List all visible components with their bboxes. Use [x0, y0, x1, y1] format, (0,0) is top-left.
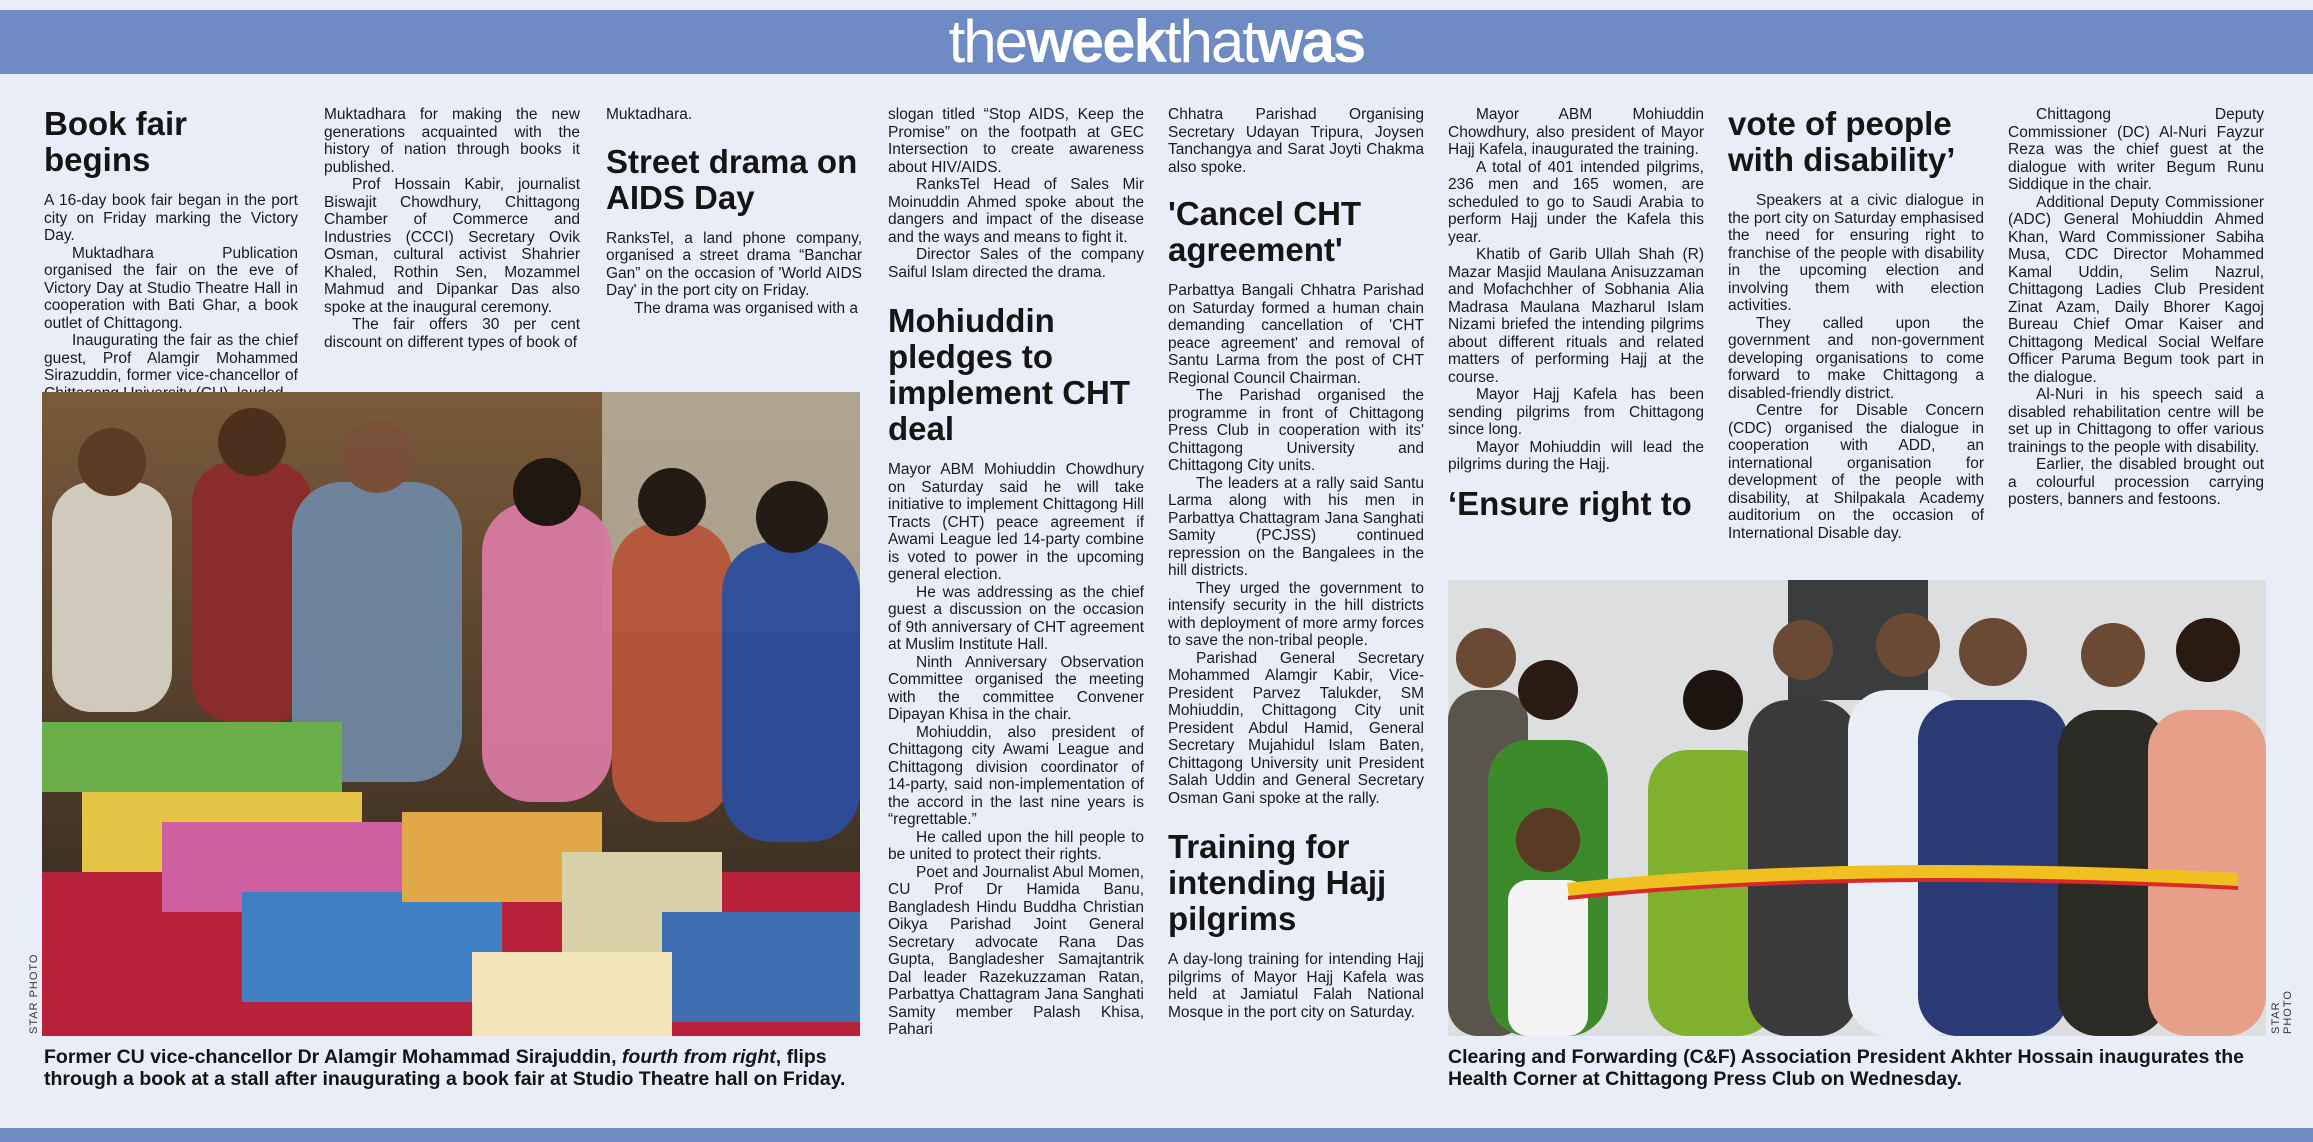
headline-cht-deal: Mohiuddin pledges to implement CHT deal	[888, 302, 1131, 447]
health-corner-caption: Clearing and Forwarding (C&F) Association President Akhter Hossain inaugurates the Health Corner at Chittagong Press Club on Wednesday.	[1448, 1046, 2245, 1090]
photo-credit: STAR PHOTO	[2270, 990, 2294, 1034]
health-corner-photo	[1448, 580, 2266, 1036]
caption-emphasis: fourth from right	[621, 1046, 776, 1068]
article-paragraph: They urged the government to intensify security in the hill districts with deployment of more army forces to save the non-tribal people.	[1168, 579, 1424, 649]
headline-disability-part2: vote of people with disability’	[1728, 105, 1956, 178]
column-5	[1168, 106, 1424, 1021]
article-paragraph: Mayor Mohiuddin will lead the pilgrims during the Hajj.	[1448, 438, 1704, 473]
article-paragraph: Mayor Hajj Kafela has been sending pilgrims from Chittagong since long.	[1448, 386, 1704, 438]
headline-book-fair: Book fair begins	[44, 105, 188, 178]
headline-cancel-cht: 'Cancel CHT agreement'	[1168, 195, 1362, 268]
footer-rule	[0, 1128, 2313, 1142]
article-paragraph: Parbattya Bangali Chhatra Parishad on Saturday formed a human chain demanding cancellation of 'CHT peace agreement' and removal of Santu Larma from the post of CHT Regional Council Chairman.	[1168, 282, 1424, 387]
article-paragraph: Director Sales of the company Saiful Islam directed the drama.	[888, 246, 1144, 281]
article-paragraph: They called upon the government and non-government developing organisations to come forward to make Chittagong a disabled-friendly district.	[1728, 314, 1984, 402]
article-paragraph: He was addressing as the chief guest a discussion on the occasion of 9th anniversary of CHT agreement at Muslim Institute Hall.	[888, 583, 1144, 653]
article-paragraph: Muktadhara for making the new generations acquainted with the history of nation through books it published.	[324, 106, 580, 176]
article-paragraph: Inaugurating the fair as the chief guest, Prof Alamgir Mohammed Sirazuddin, former vice-chancellor of	[44, 332, 298, 384]
column-3	[606, 106, 862, 317]
article-paragraph: Chittagong Deputy Commissioner (DC) Al-Nuri Fayzur Reza was the chief guest at the dialogue with writer Begum Runu Siddique in the chair.	[2008, 106, 2264, 193]
article-paragraph: Speakers at a civic dialogue in the port city on Saturday emphasised the need for ensuring right to franchise of the people with disability in the upcoming election and involving them with election activities.	[1728, 192, 1984, 314]
article-paragraph: A 16-day book fair began in the port city on Friday marking the Victory Day.	[44, 192, 298, 244]
article-paragraph: Al-Nuri in his speech said a disabled rehabilitation centre will be set up in Chittagong to offer various trainings to the people with disability.	[2008, 386, 2264, 456]
article-paragraph: A total of 401 intended pilgrims, 236 men and 165 women, are scheduled to go to Saudi Arabia to perform Hajj under the Kafela this year.	[1448, 158, 1704, 246]
headline-street-drama: Street drama on AIDS Day	[606, 142, 858, 216]
column-7	[1728, 106, 1984, 542]
article-paragraph: Earlier, the disabled brought out a colourful procession carrying posters, banners and festoons.	[2008, 456, 2264, 508]
article-paragraph: The Parishad organised the programme in front of Chittagong Press Club in cooperation with its' Chittagong University and Chittagong City units.	[1168, 387, 1424, 474]
article-paragraph: Muktadhara.	[606, 106, 693, 123]
book-fair-photo-illustration	[42, 392, 860, 1036]
book-fair-caption: Former CU vice-chancellor Dr Alamgir Mohammad Sirajuddin, fourth from right, flips through a book at a stall after inaugurating a book fair at Studio Theatre hall on Friday.	[44, 1046, 846, 1090]
article-paragraph: RanksTel, a land phone company, organised a street drama “Banchar Gan” on the occasion of 'World AIDS Day' in the port city on Friday.	[606, 229, 862, 299]
article-paragraph: Ninth Anniversary Observation Committee organised the meeting with the committee Convener Dipayan Khisa in the chair.	[888, 653, 1144, 723]
article-paragraph: RanksTel Head of Sales Mir Moinuddin Ahmed spoke about the dangers and impact of the disease and the ways and means to fight it.	[888, 176, 1144, 246]
article-paragraph: Khatib of Garib Ullah Shah (R) Mazar Masjid Maulana Anisuzzaman and Mofachchher of Sobhania Alia Madrasa Maulana Mazharul Islam Nizami briefed the intending pilgrims about different rituals and related matters of performing Hajj at the course.	[1448, 246, 1704, 386]
article-paragraph: Chhatra Parishad Organising Secretary Udayan Tripura, Joysen Tanchangya and Sarat Joyti Chakma also spoke.	[1168, 106, 1424, 176]
article-paragraph: Poet and Journalist Abul Momen, CU Prof Dr Hamida Banu, Bangladesh Hindu Buddha Christian Oikya Parishad Joint General Secretary advocate Rana Das Gupta, Bangladesher Samajtantrik Dal leader Razekuzzaman Ratan, Parbattya Chattagram Jana Sanghati Samity member Palash Khisa, Pahari	[888, 863, 1144, 1038]
article-paragraph: Centre for Disable Concern (CDC) organised the dialogue in cooperation with ADD, an international organisation for development of the people with disability, at Shilpakala Academy auditorium on the occasion of International Disable day.	[1728, 402, 1984, 542]
article-paragraph: Mayor ABM Mohiuddin Chowdhury, also president of Mayor Hajj Kafela, inaugurated the training.	[1448, 106, 1704, 158]
article-paragraph: Mohiuddin, also president of Chittagong city Awami League and Chittagong division coordinator of 14-party, said non-implementation of the accord in the last nine years is “regrettable.”	[888, 723, 1144, 828]
photo-credit: STAR PHOTO	[28, 953, 40, 1034]
article-paragraph: The drama was organised with a	[634, 299, 859, 317]
banner-title: theweekthatwas	[948, 8, 1365, 75]
column-8	[2008, 106, 2264, 509]
article-paragraph: Mayor ABM Mohiuddin Chowdhury on Saturday said he will take initiative to implement Chittagong Hill Tracts (CHT) peace agreement if Awami League led 14-party combine is voted to power in the upcoming general election.	[888, 461, 1144, 583]
headline-disability-part1: ‘Ensure right to	[1448, 484, 1692, 522]
column-1	[44, 106, 298, 402]
article-paragraph: Muktadhara Publication organised the fair on the eve of Victory Day at Studio Theatre Hall in cooperation with Bati Ghar, a book outlet of Chittagong.	[44, 244, 298, 332]
article-paragraph: Parishad General Secretary Mohammed Alamgir Kabir, Vice-President Parvez Talukder, SM Mohiuddin, Chittagong City unit President Abdul Hamid, General Secretary Mujahidul Islam Baten, Chittagong University unit President Salah Uddin and General Secretary Osman Gani spoke at the rally.	[1168, 649, 1424, 807]
headline-hajj: Training for intending Hajj pilgrims	[1168, 828, 1387, 937]
column-6	[1448, 106, 1704, 536]
article-paragraph: The leaders at a rally said Santu Larma along with his men in Parbattya Chattagram Jana Sanghati Samity (PCJSS) continued repression on the Bangalees in the hill districts.	[1168, 474, 1424, 579]
article-paragraph: He called upon the hill people to be united to protect their rights.	[888, 828, 1144, 863]
column-4	[888, 106, 1144, 1039]
article-paragraph: Prof Hossain Kabir, journalist Biswajit Chowdhury, Chittagong Chamber of Commerce and Industries (CCCI) Secretary Ovik Osman, cultural activist Shahrier Khaled, Rothin Sen, Mozammel Mahmud and Dipankar Das also spoke at the inaugural ceremony.	[324, 176, 580, 316]
book-fair-photo	[42, 392, 860, 1036]
article-paragraph: slogan titled “Stop AIDS, Keep the Promise” on the footpath at GEC Intersection to create awareness about HIV/AIDS.	[888, 106, 1144, 176]
column-2	[324, 106, 580, 351]
article-paragraph: The fair offers 30 per cent discount on different types of book of	[324, 316, 580, 351]
section-banner	[0, 10, 2313, 74]
health-corner-photo-illustration	[1448, 580, 2266, 1036]
article-paragraph: Additional Deputy Commissioner (ADC) General Mohiuddin Ahmed Khan, Ward Commissioner Sabiha Musa, CDC Director Mohammed Kamal Uddin, Selim Nazrul, Chittagong Ladies Club President Zinat Azam, Daily Bhorer Kagoj Bureau Chief Omar Kaiser and Chittagong Medical Social Welfare Officer Paruma Begum took part in the dialogue.	[2008, 193, 2264, 386]
article-paragraph: A day-long training for intending Hajj pilgrims of Mayor Hajj Kafela was held at Jamiatul Falah National Mosque in the port city on Saturday.	[1168, 951, 1424, 1021]
